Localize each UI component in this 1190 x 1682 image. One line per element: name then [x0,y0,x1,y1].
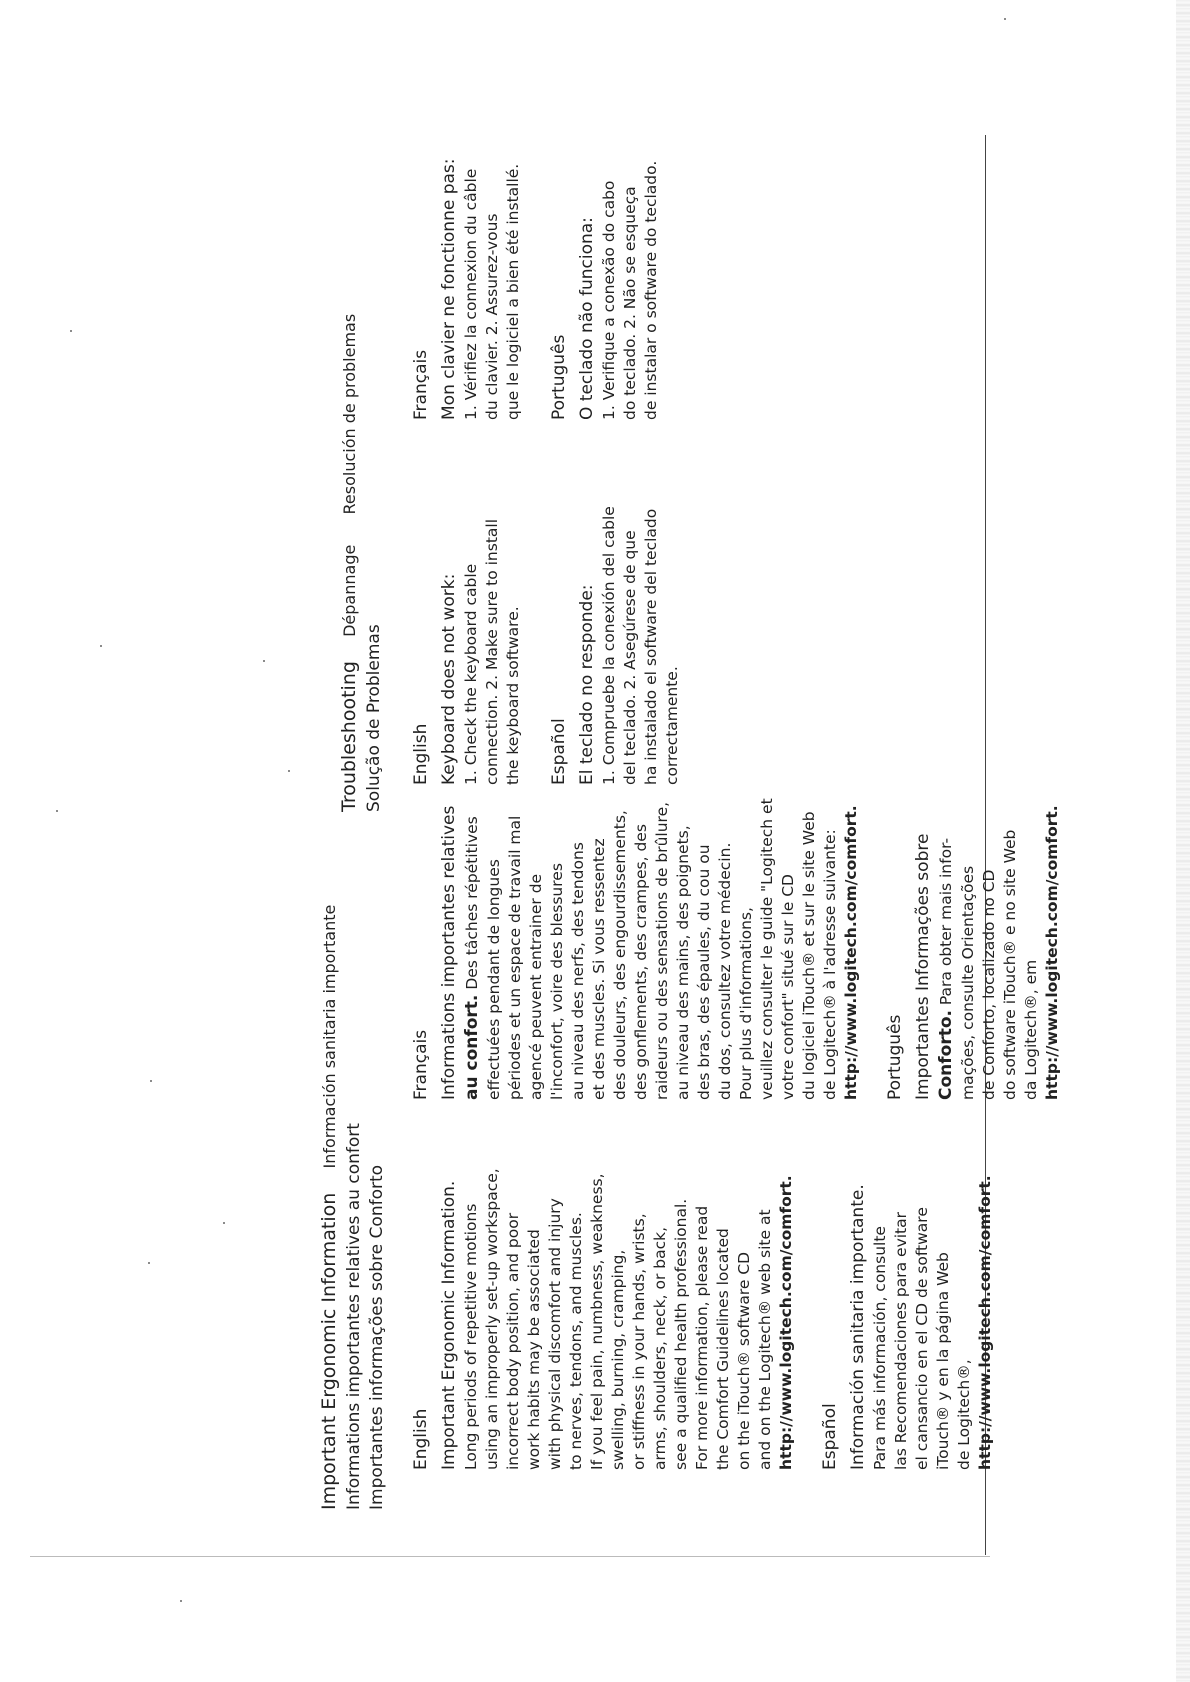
ts-es-line: 1. Compruebe la conexión del cable [600,506,618,785]
troubleshooting-col-left [410,445,683,785]
ergonomic-fr-line: l'inconfort, voire des blessures [548,863,566,1100]
ergonomic-fr-lead1: Informations importantes relatives [439,805,459,1100]
ts-pt-heading: O teclado não funciona: [577,217,597,420]
ts-lang-portugues: Português [549,334,569,420]
ergonomic-title-es: Información sanitaria importante [320,904,339,1169]
ts-fr-line: du clavier. 2. Assurez-vous [483,213,501,420]
ts-es-line: del teclado. 2. Asegúrese de que [621,530,639,785]
troubleshooting-title-pt: Solução de Problemas [364,624,384,812]
ergonomic-en-url: http://www.logitech.com/comfort. [777,1175,795,1470]
ergonomic-title-pt: Importantes informações sobre Conforto [367,1164,387,1510]
ts-en-line: 1. Check the keyboard cable [462,563,480,785]
scan-speck [288,770,290,772]
ergonomic-en-line: or stiffness in your hands, wrists, [630,1213,648,1470]
ergonomic-fr-line: raideurs ou des sensations de brûlure, [653,801,671,1100]
ergonomic-en-line: on the iTouch® software CD [735,1251,753,1470]
ergonomic-en-line: work habits may be associated [525,1229,543,1470]
ergonomic-fr-line: du logiciel iTouch® et sur le site Web [800,811,818,1100]
ergonomic-fr-line: et des muscles. Si vous ressentez [590,838,608,1100]
scan-speck [180,1600,182,1602]
scan-speck [70,330,72,332]
ergonomic-es-line: el cansancio en el CD de software [913,1207,931,1470]
scan-speck [100,645,102,647]
ergonomic-en-line: If you feel pain, numbness, weakness, [588,1173,606,1470]
ts-pt-line: 1. Verifique a conexão do cabo [600,180,618,420]
lang-portugues: Português [885,1014,905,1100]
scan-edge [1176,0,1190,1682]
ts-en-line: connection. 2. Make sure to install [483,518,501,785]
ts-fr-line: 1. Vérifiez la connexion du câble [462,168,480,420]
ts-en-line: the keyboard software. [504,606,522,785]
ts-en-heading: Keyboard does not work: [439,573,459,785]
ergonomic-fr-line: des gonflements, des crampes, des [632,824,650,1100]
ergonomic-fr-line: de Logitech® à l'adresse suivante: [821,829,839,1100]
ergonomic-fr-line: Pour plus d'informations, [737,907,755,1100]
ergonomic-fr-line: au niveau des mains, des poignets, [674,825,692,1100]
lang-espanol: Español [820,1403,840,1470]
ergonomic-es-line: las Recomendaciones para evitar [892,1212,910,1470]
ergonomic-es-l0: Información sanitaria importante. [848,1184,868,1470]
ergonomic-fr-lead2-rest: Des tâches répétitives [463,816,481,995]
lang-francais: Français [411,1029,431,1100]
section-divider-top [985,135,986,855]
ergonomic-fr-line: des bras, des épaules, du cou ou [695,844,713,1100]
ergonomic-en-line: incorrect body position, and poor [504,1212,522,1470]
ts-es-line: correctamente. [663,666,681,785]
ts-pt-line: de instalar o software do teclado. [642,160,660,420]
scan-speck [223,1222,225,1224]
ergonomic-en-line: Long periods of repetitive motions [462,1203,480,1470]
ergonomic-fr-line: au niveau des nerfs, des tendons [569,842,587,1100]
ergonomic-es-line: de Logitech®, [955,1359,973,1470]
ergonomic-en-line: the Comfort Guidelines located [714,1228,732,1470]
ergonomic-pt-line: da Logitech®, em [1022,959,1040,1100]
ergonomic-fr-line: veuillez consulter le guide "Logitech et [758,798,776,1100]
troubleshooting-title: Troubleshooting [338,661,360,812]
ergonomic-es-line: iTouch® y en la página Web [934,1252,952,1470]
fold-line [30,1556,990,1557]
ergonomic-title-fr: Informations importantes relatives au confort [344,1123,364,1510]
ergonomic-pt-line: de Conforto, localizado no CD [980,869,998,1100]
ts-es-heading: El teclado no responde: [577,584,597,785]
ergonomic-col-right [410,770,1063,1100]
ergonomic-title-block [316,890,389,1510]
ergonomic-fr-lead2-bold: au confort. [462,994,482,1100]
ts-es-line: ha instalado el software del teclado [642,508,660,785]
ergonomic-en-line: For more information, please read [693,1205,711,1470]
ergonomic-en-line: to nerves, tendons, and muscles. [567,1212,585,1470]
troubleshooting-col-right [410,120,662,420]
ts-lang-francais: Français [411,349,431,420]
troubleshooting-title-fr: Dépannage [340,544,359,637]
ergonomic-es-url: http://www.logitech.com/comfort. [976,1175,994,1470]
scan-speck [263,660,265,662]
ts-fr-line: que le logiciel a bien été installé. [504,163,522,420]
ergonomic-fr-line: des douleurs, des engourdissements, [611,810,629,1100]
ergonomic-fr-line: périodes et un espace de travail mal [506,815,524,1100]
ergonomic-title: Important Ergonomic Information [318,1192,340,1510]
scan-speck [1004,18,1006,20]
ergonomic-pt-url: http://www.logitech.com/comfort. [1043,805,1061,1100]
ergonomic-en-line: see a qualified health professional. [672,1198,690,1470]
scan-speck [56,810,58,812]
ts-lang-english: English [411,723,431,785]
ergonomic-es-line: Para más información, consulte [871,1226,889,1470]
ts-pt-line: do teclado. 2. Não se esqueça [621,186,639,420]
ergonomic-fr-line: du dos, consultez votre médecin. [716,842,734,1100]
ergonomic-en-l0: Important Ergonomic Information. [439,1180,459,1470]
scan-speck [148,1262,150,1264]
ergonomic-en-line: with physical discomfort and injury [546,1198,564,1470]
scan-speck [150,1080,152,1082]
troubleshooting-title-block [336,272,386,812]
ts-lang-espanol: Español [549,718,569,785]
ergonomic-pt-line: do software iTouch® e no site Web [1001,829,1019,1100]
ergonomic-fr-line: effectuées pendant de longues [485,859,503,1100]
ergonomic-en-line: arms, shoulders, neck, or back, [651,1226,669,1470]
ergonomic-en-line: and on the Logitech® web site at [756,1209,774,1470]
ergonomic-pt-lead2-bold: Conforto. [936,1010,956,1100]
ergonomic-fr-url: http://www.logitech.com/comfort. [842,805,860,1100]
ergonomic-fr-line: votre confort" situé sur le CD [779,874,797,1100]
ergonomic-fr-line: agencé peuvent entrainer de [527,873,545,1100]
lang-english: English [411,1408,431,1470]
troubleshooting-title-es: Resolución de problemas [340,313,359,515]
ergonomic-pt-lead2-rest: Para obter mais infor- [937,837,955,1011]
ergonomic-en-line: using an improperly set-up workspace, [483,1168,501,1470]
ts-fr-heading: Mon clavier ne fonctionne pas: [439,158,459,420]
ergonomic-en-line: swelling, burning, cramping, [609,1249,627,1470]
ergonomic-pt-line: mações, consulte Orientações [959,865,977,1100]
ergonomic-pt-lead1: Importantes Informações sobre [913,833,933,1100]
